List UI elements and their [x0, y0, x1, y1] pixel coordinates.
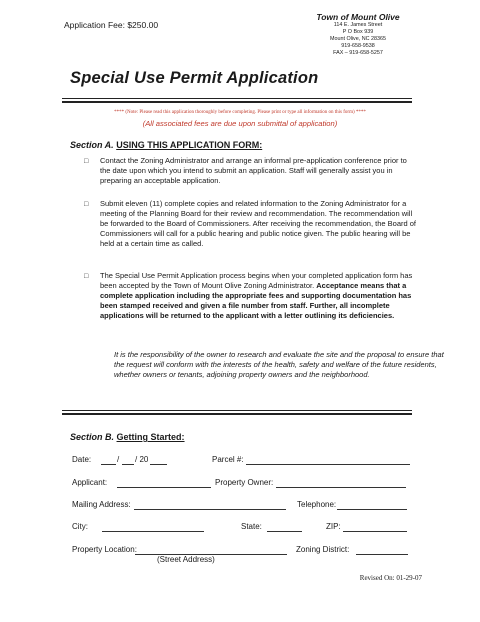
section-b-heading: [70, 432, 185, 442]
section-a-heading: [70, 140, 262, 150]
date-month-field[interactable]: [101, 464, 116, 465]
instruction-note: **** (Note: Please read this application thoroughly before completing. Please print or type all information on this form) ****: [114, 110, 366, 115]
date-day-field[interactable]: [122, 464, 134, 465]
zip-field[interactable]: [343, 531, 407, 532]
applicant-label: Applicant:: [72, 478, 108, 487]
revision-date: Revised On: 01-29-07: [359, 574, 422, 582]
applicant-field[interactable]: [117, 487, 211, 488]
fee-label: Application Fee:: [64, 20, 125, 30]
instruction-item: Submit eleven (11) complete copies and related information to the Zoning Administrator for a meeting of the Planning Board for their review and recommendation. The recommendation will be forwarded to the Board of Commissioners. After receiving the recommendation, the Board of Commissioners will call for a public hearing and public notice given. The public hearing will be held at a certain time as called.: [100, 199, 416, 248]
divider: [62, 98, 412, 99]
instruction-item: [100, 271, 418, 321]
section-a-prefix: Section A.: [70, 140, 114, 150]
mailing-address-label: Mailing Address:: [72, 500, 131, 509]
date-year-prefix: / 20: [135, 455, 149, 464]
date-separator: /: [117, 455, 120, 464]
checkbox-icon: □: [84, 273, 89, 280]
section-a-title: USING THIS APPLICATION FORM:: [116, 140, 263, 150]
fees-note: (All associated fees are due upon submittal of application): [142, 119, 338, 128]
divider: [62, 410, 412, 411]
city-field[interactable]: [102, 531, 204, 532]
state-label: State:: [241, 522, 262, 531]
parcel-label: Parcel #:: [212, 455, 244, 464]
address-line: 919-658-9538: [341, 43, 375, 49]
date-label: Date:: [72, 455, 92, 464]
instruction-item: Contact the Zoning Administrator and arrange an informal pre-application conference prior to the date upon which you intend to submit an application. Staff will generally assist you in preparing an acceptable application.: [100, 156, 407, 185]
checkbox-icon: □: [84, 201, 89, 208]
address-line: Mount Olive, NC 28365: [329, 36, 387, 42]
date-year-field[interactable]: [150, 464, 167, 465]
zoning-district-field[interactable]: [356, 554, 408, 555]
town-address-block: [298, 12, 418, 57]
divider: [62, 101, 412, 103]
application-fee: [64, 20, 158, 30]
property-owner-field[interactable]: [276, 487, 406, 488]
telephone-label: Telephone:: [297, 500, 337, 509]
section-b-prefix: Section B.: [70, 432, 115, 442]
address-line: 114 E. James Street: [333, 22, 383, 28]
section-b-title: Getting Started:: [116, 432, 185, 442]
parcel-field[interactable]: [246, 464, 410, 465]
address-line: P O Box 939: [342, 29, 374, 35]
property-owner-label: Property Owner:: [215, 478, 274, 487]
page-title: Special Use Permit Application: [70, 69, 319, 87]
zip-label: ZIP:: [326, 522, 341, 531]
checkbox-icon: □: [84, 158, 89, 165]
zoning-district-label: Zoning District:: [296, 545, 350, 554]
divider: [62, 413, 412, 415]
telephone-field[interactable]: [337, 509, 407, 510]
owner-responsibility-statement: It is the responsibility of the owner to research and evaluate the site and the proposal to ensure that the request will conform with the interests of the health, safety and welfare of the future residents, whether owners or tenants, adjoining property owners and the neighborhood.: [114, 350, 444, 379]
address-line: FAX – 919-658-5257: [333, 50, 383, 56]
street-address-caption: (Street Address): [157, 555, 215, 564]
fee-amount: $250.00: [127, 20, 159, 30]
town-name: Town of Mount Olive: [316, 12, 400, 22]
mailing-address-field[interactable]: [134, 509, 286, 510]
city-label: City:: [72, 522, 88, 531]
instruction-text: The Special Use Permit Application process begins when your completed application form has been accepted by the Town of Mount Olive Zoning Administrator.: [100, 271, 413, 290]
property-location-label: Property Location:: [72, 545, 137, 554]
state-field[interactable]: [267, 531, 302, 532]
instruction-emphasis: Acceptance means that a complete application including the appropriate fees and supporting documentation has been stamped received and given a file number from staff. Further, all incomplete applications will be returned to the applicant with a letter outlining its deficiencies.: [100, 281, 412, 320]
